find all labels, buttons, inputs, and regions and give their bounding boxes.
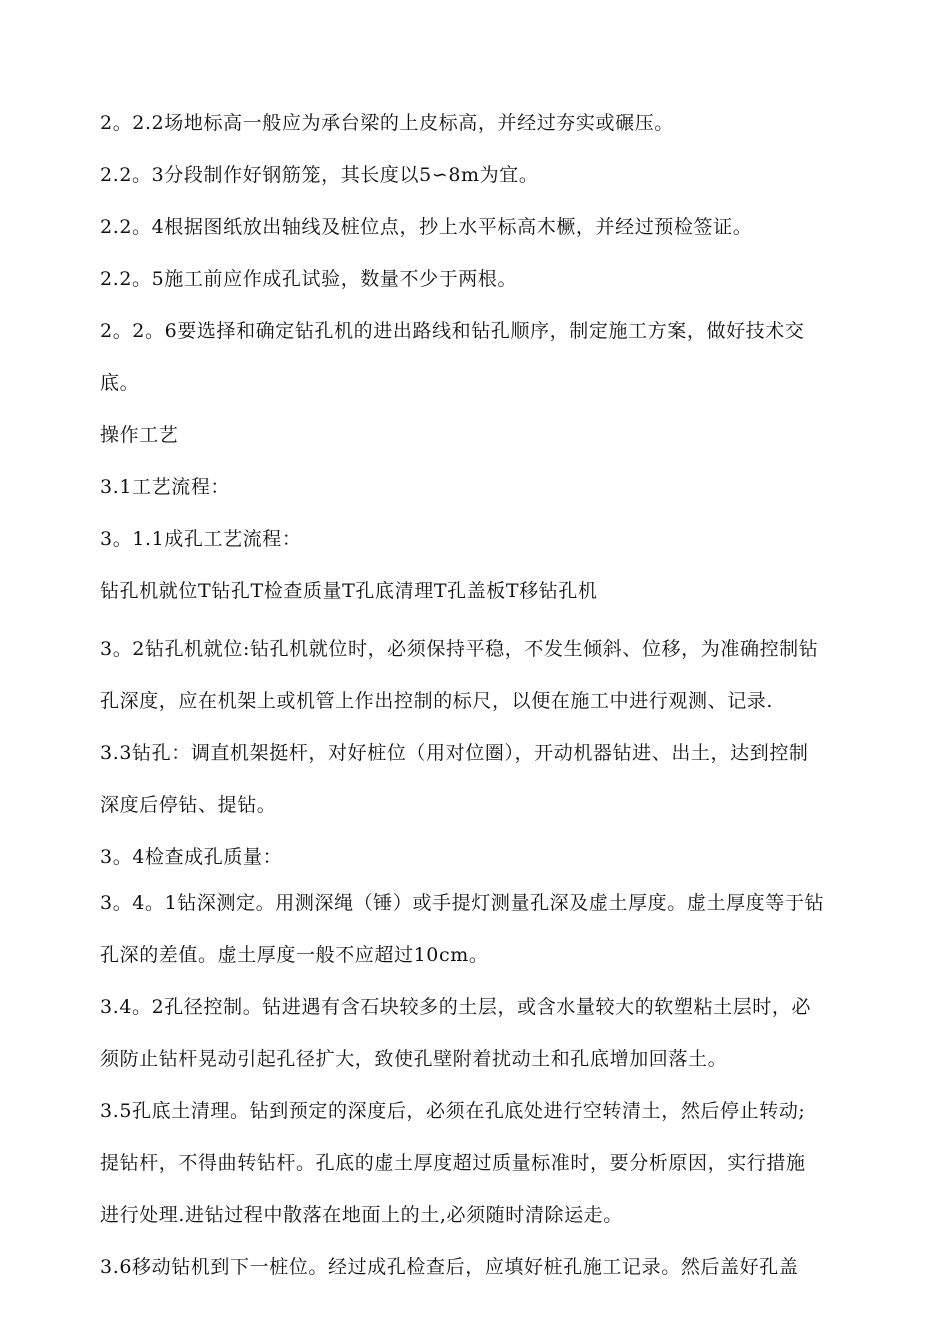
process-flow-line: 钻孔机就位T钻孔T检查质量T孔底清理T孔盖板T移钻孔机: [100, 580, 598, 602]
text-line: 3.1工艺流程：: [100, 476, 231, 498]
text-line: 3.3钻孔：调直机架挺杆，对好桩位（用对位圈），开动机器钻进、出土，达到控制: [100, 742, 809, 764]
text-line: 3。4。1钻深测定。用测深绳（锤）或手提灯测量孔深及虚土厚度。虚土厚度等于钻: [100, 892, 825, 914]
text-line: 3.5孔底土清理。钻到预定的深度后，必须在孔底处进行空转清土，然后停止转动;: [100, 1100, 806, 1122]
text-line: 孔深的差值。虚土厚度一般不应超过10cm。: [100, 944, 489, 966]
text-line: 须防止钻杆晃动引起孔径扩大，致使孔壁附着扰动土和孔底增加回落土。: [100, 1048, 728, 1070]
text-line: 2。2。6要选择和确定钻孔机的进出路线和钻孔顺序，制定施工方案，做好技术交: [100, 320, 805, 342]
text-line: 孔深度，应在机架上或机管上作出控制的标尺，以便在施工中进行观测、记录.: [100, 690, 774, 712]
text-line: 3。4检查成孔质量：: [100, 846, 283, 868]
text-line: 深度后停钻、提钻。: [100, 794, 277, 816]
text-line: 3.4。2孔径控制。钻进遇有含石块较多的土层，或含水量较大的软塑粘土层时，必: [100, 996, 812, 1018]
text-line: 3。2钻孔机就位:钻孔机就位时，必须保持平稳，不发生倾斜、位移，为准确控制钻: [100, 638, 819, 660]
text-line: 2.2。3分段制作好钢筋笼，其长度以5∽8m为宜。: [100, 164, 539, 186]
text-line: 2.2。5施工前应作成孔试验，数量不少于两根。: [100, 268, 518, 290]
text-line: 3.6移动钻机到下一桩位。经过成孔检查后，应填好桩孔施工记录。然后盖好孔盖: [100, 1256, 799, 1278]
text-line: 进行处理.进钻过程中散落在地面上的土,必须随时清除运走。: [100, 1204, 623, 1226]
text-line: 提钻杆，不得曲转钻杆。孔底的虚土厚度超过质量标准时，要分析原因，实行措施: [100, 1152, 806, 1174]
text-line: 3。1.1成孔工艺流程：: [100, 528, 302, 550]
text-line: 2.2。4根据图纸放出轴线及桩位点，抄上水平标高木橛，并经过预检签证。: [100, 216, 753, 238]
text-line: 底。: [100, 372, 140, 394]
text-line: 2。2.2场地标高一般应为承台梁的上皮标高，并经过夯实或碾压。: [100, 112, 674, 134]
section-heading: 操作工艺: [100, 424, 179, 446]
